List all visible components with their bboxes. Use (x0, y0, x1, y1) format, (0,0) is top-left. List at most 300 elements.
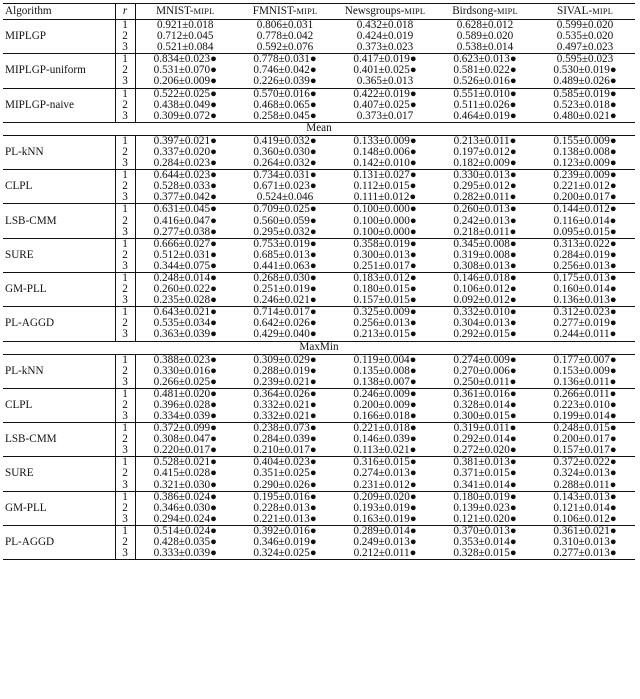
result-cell: 0.133±0.009● (353, 134, 417, 147)
result-cell: 0.180±0.015● (353, 283, 417, 296)
result-cell: 0.300±0.015● (435, 411, 535, 423)
result-cell: 0.511±0.026● (453, 98, 517, 111)
result-cell: 0.512±0.031● (153, 248, 217, 261)
r-value: 1 (115, 423, 135, 435)
section-title: MaxMin (3, 341, 635, 354)
header-dataset-suffix: MIPL (496, 6, 518, 16)
r-value: 3 (115, 377, 135, 389)
r-value: 3 (115, 76, 135, 88)
r-value: 1 (115, 307, 135, 319)
r-value: 1 (115, 388, 135, 400)
result-cell: 0.274±0.009● (453, 353, 517, 366)
result-cell: 0.180±0.019● (453, 490, 517, 503)
result-cell: 0.312±0.023● (553, 306, 617, 319)
table-row (3, 88, 635, 100)
header-r-label: r (122, 4, 128, 17)
result-cell: 0.489±0.026● (535, 76, 635, 88)
result-cell: 0.334±0.039● (135, 411, 235, 423)
result-cell: 0.671±0.023● (253, 180, 317, 193)
result-cell: 0.256±0.013● (353, 317, 417, 330)
result-cell: 0.153±0.009● (553, 364, 617, 377)
result-cell: 0.260±0.013● (453, 203, 517, 216)
result-cell: 0.381±0.013● (453, 456, 517, 469)
table-row (3, 238, 635, 250)
algorithm-name: MIPLGP-naive (3, 88, 115, 122)
r-value: 1 (115, 20, 135, 32)
r-value: 1 (115, 88, 135, 100)
r-value: 1 (115, 457, 135, 469)
algorithm-name: CLPL (3, 388, 115, 422)
table-row (3, 20, 635, 32)
result-cell: 0.468±0.065● (253, 98, 317, 111)
result-cell: 0.268±0.030● (253, 271, 317, 284)
result-cell: 0.123±0.009● (535, 158, 635, 170)
header-dataset-suffix: MIPL (592, 6, 614, 16)
result-cell: 0.139±0.023● (453, 501, 517, 514)
result-cell: 0.116±0.014● (553, 214, 617, 227)
r-value: 1 (115, 54, 135, 66)
result-cell: 0.193±0.019● (353, 501, 417, 514)
result-cell: 0.333±0.039● (135, 548, 235, 560)
header-dataset-suffix: MIPL (404, 6, 426, 16)
result-cell: 0.528±0.033● (153, 180, 217, 193)
algorithm-name: PL-kNN (3, 354, 115, 388)
result-cell: 0.386±0.024● (153, 490, 217, 503)
result-cell: 0.581±0.022● (453, 64, 517, 77)
table-row (3, 457, 635, 469)
result-cell: 0.138±0.007● (335, 377, 435, 389)
result-cell: 0.429±0.040● (235, 329, 335, 341)
result-cell: 0.332±0.021● (235, 411, 335, 423)
result-cell: 0.226±0.039● (235, 76, 335, 88)
result-cell: 0.422±0.019● (353, 87, 417, 100)
result-cell: 0.360±0.030● (253, 145, 317, 158)
result-cell: 0.712±0.045 (157, 30, 214, 43)
r-value: 2 (115, 434, 135, 445)
result-cell: 0.834±0.023● (153, 53, 217, 66)
r-value: 2 (115, 181, 135, 192)
result-cell: 0.325±0.009● (353, 306, 417, 319)
result-cell: 0.521±0.084 (135, 42, 235, 54)
result-cell: 0.332±0.021● (253, 398, 317, 411)
result-cell: 0.288±0.011● (535, 480, 635, 492)
result-cell: 0.218±0.011● (435, 227, 535, 239)
result-cell: 0.363±0.039● (135, 329, 235, 341)
result-cell: 0.163±0.019● (335, 514, 435, 526)
r-value: 3 (115, 261, 135, 273)
result-cell: 0.628±0.012 (456, 19, 514, 31)
result-cell: 0.294±0.024● (135, 514, 235, 526)
result-cell: 0.260±0.022● (153, 283, 217, 296)
result-cell: 0.251±0.017● (335, 261, 435, 273)
result-cell: 0.746±0.042● (253, 64, 317, 77)
table-row (3, 135, 635, 147)
result-cell: 0.135±0.008● (353, 364, 417, 377)
algorithm-name: CLPL (3, 170, 115, 204)
result-cell: 0.121±0.014● (553, 501, 617, 514)
result-cell: 0.157±0.017● (535, 445, 635, 457)
result-cell: 0.157±0.015● (335, 295, 435, 307)
algorithm-name: PL-AGGD (3, 307, 115, 341)
r-value: 1 (115, 525, 135, 537)
table-body (3, 20, 635, 560)
result-cell: 0.119±0.004● (353, 353, 417, 366)
result-cell: 0.328±0.015● (435, 548, 535, 560)
result-cell: 0.295±0.012● (453, 180, 517, 193)
result-cell: 0.242±0.013● (453, 214, 517, 227)
result-cell: 0.200±0.017● (535, 192, 635, 204)
r-value: 3 (115, 480, 135, 492)
r-value: 2 (115, 318, 135, 329)
result-cell: 0.330±0.016● (153, 364, 217, 377)
r-value: 1 (115, 170, 135, 182)
result-cell: 0.585±0.019● (553, 87, 617, 100)
result-cell: 0.344±0.075● (135, 261, 235, 273)
result-cell: 0.277±0.013● (535, 548, 635, 560)
result-cell: 0.106±0.012● (453, 283, 517, 296)
result-cell: 0.138±0.008● (553, 145, 617, 158)
r-value: 2 (115, 216, 135, 227)
table-row (3, 204, 635, 216)
result-cell: 0.570±0.016● (253, 87, 317, 100)
result-cell: 0.292±0.014● (453, 433, 517, 446)
result-cell: 0.589±0.020 (456, 30, 514, 43)
r-value: 2 (115, 366, 135, 377)
result-cell: 0.106±0.012● (535, 514, 635, 526)
result-cell: 0.309±0.072● (135, 111, 235, 123)
result-cell: 0.308±0.013● (435, 261, 535, 273)
result-cell: 0.522±0.025● (153, 87, 217, 100)
result-cell: 0.212±0.011● (335, 548, 435, 560)
result-cell: 0.415±0.028● (153, 467, 217, 480)
table-row (3, 354, 635, 366)
result-cell: 0.644±0.023● (153, 169, 217, 182)
header-dataset (335, 4, 435, 20)
header-dataset (435, 4, 535, 20)
result-cell: 0.284±0.023● (135, 158, 235, 170)
result-cell: 0.441±0.063● (235, 261, 335, 273)
r-value: 1 (115, 354, 135, 366)
result-cell: 0.112±0.015● (353, 180, 417, 193)
result-cell: 0.121±0.020● (435, 514, 535, 526)
r-value: 3 (115, 295, 135, 307)
result-cell: 0.332±0.010● (453, 306, 517, 319)
result-cell: 0.396±0.028● (153, 398, 217, 411)
result-cell: 0.146±0.039● (353, 433, 417, 446)
r-value: 2 (115, 31, 135, 42)
result-cell: 0.404±0.023● (253, 456, 317, 469)
result-cell: 0.209±0.020● (353, 490, 417, 503)
result-cell: 0.599±0.020 (556, 19, 614, 31)
result-cell: 0.372±0.022● (553, 456, 617, 469)
result-cell: 0.535±0.020 (556, 30, 614, 43)
r-value: 2 (115, 65, 135, 76)
header-dataset-name: Newsgroups- (344, 4, 405, 17)
result-cell: 0.131±0.027● (353, 169, 417, 182)
section-header-row (3, 341, 635, 354)
result-cell: 0.353±0.014● (453, 536, 517, 549)
result-cell: 0.223±0.010● (553, 398, 617, 411)
result-cell: 0.235±0.028● (135, 295, 235, 307)
result-cell: 0.250±0.011● (435, 377, 535, 389)
result-cell: 0.295±0.032● (235, 227, 335, 239)
result-cell: 0.289±0.014● (353, 524, 417, 537)
result-cell: 0.095±0.015● (535, 227, 635, 239)
result-cell: 0.100±0.000● (353, 203, 417, 216)
r-value: 3 (115, 329, 135, 341)
result-cell: 0.143±0.013● (553, 490, 617, 503)
result-cell: 0.330±0.013● (453, 169, 517, 182)
algorithm-name: GM-PLL (3, 272, 115, 306)
result-cell: 0.432±0.018 (356, 19, 414, 31)
r-value: 1 (115, 238, 135, 250)
header-r (115, 4, 135, 20)
result-cell: 0.200±0.017● (553, 433, 617, 446)
table-row (3, 491, 635, 503)
result-cell: 0.595±0.023 (556, 53, 614, 66)
result-cell: 0.642±0.026● (253, 317, 317, 330)
algorithm-name: GM-PLL (3, 491, 115, 525)
result-cell: 0.142±0.010● (335, 158, 435, 170)
r-value: 1 (115, 491, 135, 503)
result-cell: 0.592±0.076 (235, 42, 335, 54)
algorithm-name: LSB-CMM (3, 204, 115, 238)
header-dataset (535, 4, 635, 20)
result-cell: 0.371±0.015● (453, 467, 517, 480)
algorithm-name: SURE (3, 457, 115, 491)
result-cell: 0.524±0.046 (235, 192, 335, 204)
result-cell: 0.148±0.006● (353, 145, 417, 158)
result-cell: 0.270±0.006● (453, 364, 517, 377)
result-cell: 0.266±0.025● (135, 377, 235, 389)
algorithm-name: PL-AGGD (3, 525, 115, 559)
result-cell: 0.361±0.016● (453, 387, 517, 400)
algorithm-name: MIPLGP-uniform (3, 54, 115, 88)
algorithm-name: MIPLGP (3, 20, 115, 54)
result-cell: 0.221±0.018● (353, 422, 417, 435)
result-cell: 0.183±0.012● (353, 271, 417, 284)
result-cell: 0.284±0.019● (553, 248, 617, 261)
table-row (3, 388, 635, 400)
table-row (3, 525, 635, 537)
result-cell: 0.373±0.023 (335, 42, 435, 54)
r-value: 3 (115, 514, 135, 526)
result-cell: 0.358±0.019● (353, 237, 417, 250)
result-cell: 0.239±0.021● (235, 377, 335, 389)
header-algorithm: Algorithm (3, 4, 115, 20)
result-cell: 0.428±0.035● (153, 536, 217, 549)
result-cell: 0.266±0.011● (553, 387, 617, 400)
header-dataset (235, 4, 335, 20)
result-cell: 0.324±0.025● (235, 548, 335, 560)
result-cell: 0.199±0.014● (535, 411, 635, 423)
result-cell: 0.100±0.000● (353, 214, 417, 227)
result-cell: 0.248±0.015● (553, 422, 617, 435)
result-cell: 0.714±0.017● (253, 306, 317, 319)
result-cell: 0.113±0.021● (335, 445, 435, 457)
r-value: 2 (115, 503, 135, 514)
result-cell: 0.321±0.030● (135, 480, 235, 492)
result-cell: 0.753±0.019● (253, 237, 317, 250)
result-cell: 0.361±0.021● (553, 524, 617, 537)
table-row (3, 423, 635, 435)
result-cell: 0.388±0.023● (153, 353, 217, 366)
section-title: Mean (3, 122, 635, 135)
result-cell: 0.213±0.011● (453, 134, 517, 147)
result-cell: 0.246±0.009● (353, 387, 417, 400)
result-cell: 0.155±0.009● (553, 134, 617, 147)
result-cell: 0.397±0.021● (153, 134, 217, 147)
result-cell: 0.310±0.013● (553, 536, 617, 549)
r-value: 3 (115, 111, 135, 123)
section-header-row (3, 122, 635, 135)
result-cell: 0.346±0.019● (253, 536, 317, 549)
result-cell: 0.337±0.020● (153, 145, 217, 158)
result-cell: 0.424±0.019 (356, 30, 414, 43)
result-cell: 0.200±0.009● (353, 398, 417, 411)
result-cell: 0.136±0.013● (535, 295, 635, 307)
result-cell: 0.531±0.070● (153, 64, 217, 77)
result-cell: 0.256±0.013● (535, 261, 635, 273)
r-value: 1 (115, 135, 135, 147)
result-cell: 0.319±0.011● (453, 422, 517, 435)
result-cell: 0.373±0.017 (335, 111, 435, 123)
result-cell: 0.251±0.019● (253, 283, 317, 296)
result-cell: 0.806±0.031 (256, 19, 314, 31)
result-cell: 0.136±0.011● (535, 377, 635, 389)
result-cell: 0.438±0.049● (153, 98, 217, 111)
result-cell: 0.111±0.012● (335, 192, 435, 204)
table-row (3, 307, 635, 319)
r-value: 2 (115, 400, 135, 411)
result-cell: 0.290±0.026● (235, 480, 335, 492)
r-value: 3 (115, 411, 135, 423)
r-value: 3 (115, 227, 135, 239)
result-cell: 0.284±0.039● (253, 433, 317, 446)
table-row (3, 170, 635, 182)
r-value: 3 (115, 445, 135, 457)
result-cell: 0.560±0.059● (253, 214, 317, 227)
table-row (3, 272, 635, 284)
r-value: 2 (115, 537, 135, 548)
result-cell: 0.213±0.015● (335, 329, 435, 341)
result-cell: 0.480±0.021● (535, 111, 635, 123)
r-value: 1 (115, 272, 135, 284)
result-cell: 0.778±0.031● (253, 53, 317, 66)
result-cell: 0.351±0.025● (253, 467, 317, 480)
r-value: 3 (115, 192, 135, 204)
algorithm-name: PL-kNN (3, 135, 115, 169)
result-cell: 0.523±0.018● (553, 98, 617, 111)
result-cell: 0.231±0.012● (335, 480, 435, 492)
result-cell: 0.272±0.020● (435, 445, 535, 457)
result-cell: 0.526±0.016● (435, 76, 535, 88)
result-cell: 0.144±0.012● (553, 203, 617, 216)
result-cell: 0.282±0.011● (435, 192, 535, 204)
r-value: 2 (115, 250, 135, 261)
result-cell: 0.309±0.029● (253, 353, 317, 366)
r-value: 3 (115, 548, 135, 560)
result-cell: 0.292±0.015● (435, 329, 535, 341)
results-table-container (3, 3, 635, 560)
result-cell: 0.631±0.045● (153, 203, 217, 216)
result-cell: 0.481±0.020● (153, 387, 217, 400)
table-header (3, 4, 635, 20)
result-cell: 0.220±0.017● (135, 445, 235, 457)
result-cell: 0.416±0.047● (153, 214, 217, 227)
r-value: 2 (115, 147, 135, 158)
result-cell: 0.328±0.014● (453, 398, 517, 411)
results-table (3, 3, 635, 560)
result-cell: 0.197±0.012● (453, 145, 517, 158)
result-cell: 0.643±0.021● (153, 306, 217, 319)
result-cell: 0.277±0.019● (553, 317, 617, 330)
result-cell: 0.264±0.032● (235, 158, 335, 170)
result-cell: 0.401±0.025● (353, 64, 417, 77)
algorithm-name: SURE (3, 238, 115, 272)
r-value: 3 (115, 42, 135, 54)
result-cell: 0.392±0.016● (253, 524, 317, 537)
result-cell: 0.685±0.013● (253, 248, 317, 261)
result-cell: 0.709±0.025● (253, 203, 317, 216)
result-cell: 0.221±0.012● (553, 180, 617, 193)
result-cell: 0.528±0.021● (153, 456, 217, 469)
result-cell: 0.175±0.013● (553, 271, 617, 284)
result-cell: 0.249±0.013● (353, 536, 417, 549)
result-cell: 0.238±0.073● (253, 422, 317, 435)
result-cell: 0.365±0.013 (335, 76, 435, 88)
result-cell: 0.177±0.007● (553, 353, 617, 366)
r-value: 2 (115, 100, 135, 111)
result-cell: 0.514±0.024● (153, 524, 217, 537)
result-cell: 0.341±0.014● (435, 480, 535, 492)
result-cell: 0.666±0.027● (153, 237, 217, 250)
result-cell: 0.100±0.000● (335, 227, 435, 239)
result-cell: 0.372±0.099● (153, 422, 217, 435)
result-cell: 0.370±0.013● (453, 524, 517, 537)
result-cell: 0.346±0.030● (153, 501, 217, 514)
result-cell: 0.182±0.009● (435, 158, 535, 170)
result-cell: 0.244±0.011● (535, 329, 635, 341)
result-cell: 0.210±0.017● (235, 445, 335, 457)
result-cell: 0.300±0.013● (353, 248, 417, 261)
result-cell: 0.308±0.047● (153, 433, 217, 446)
header-dataset-suffix: MIPL (296, 6, 318, 16)
result-cell: 0.921±0.018 (157, 19, 214, 31)
result-cell: 0.313±0.022● (553, 237, 617, 250)
result-cell: 0.092±0.012● (435, 295, 535, 307)
result-cell: 0.778±0.042 (256, 30, 314, 43)
result-cell: 0.258±0.045● (235, 111, 335, 123)
header-row (3, 4, 635, 20)
result-cell: 0.319±0.008● (453, 248, 517, 261)
header-dataset-name: SIVAL- (556, 4, 593, 17)
header-dataset (135, 4, 235, 20)
result-cell: 0.166±0.018● (335, 411, 435, 423)
result-cell: 0.146±0.018● (453, 271, 517, 284)
result-cell: 0.419±0.032● (253, 134, 317, 147)
result-cell: 0.316±0.015● (353, 456, 417, 469)
header-dataset-suffix: MIPL (193, 6, 215, 16)
result-cell: 0.206±0.009● (135, 76, 235, 88)
result-cell: 0.364±0.026● (253, 387, 317, 400)
algorithm-name: LSB-CMM (3, 423, 115, 457)
result-cell: 0.497±0.023 (535, 42, 635, 54)
result-cell: 0.221±0.013● (235, 514, 335, 526)
result-cell: 0.464±0.019● (435, 111, 535, 123)
r-value: 1 (115, 204, 135, 216)
result-cell: 0.288±0.019● (253, 364, 317, 377)
